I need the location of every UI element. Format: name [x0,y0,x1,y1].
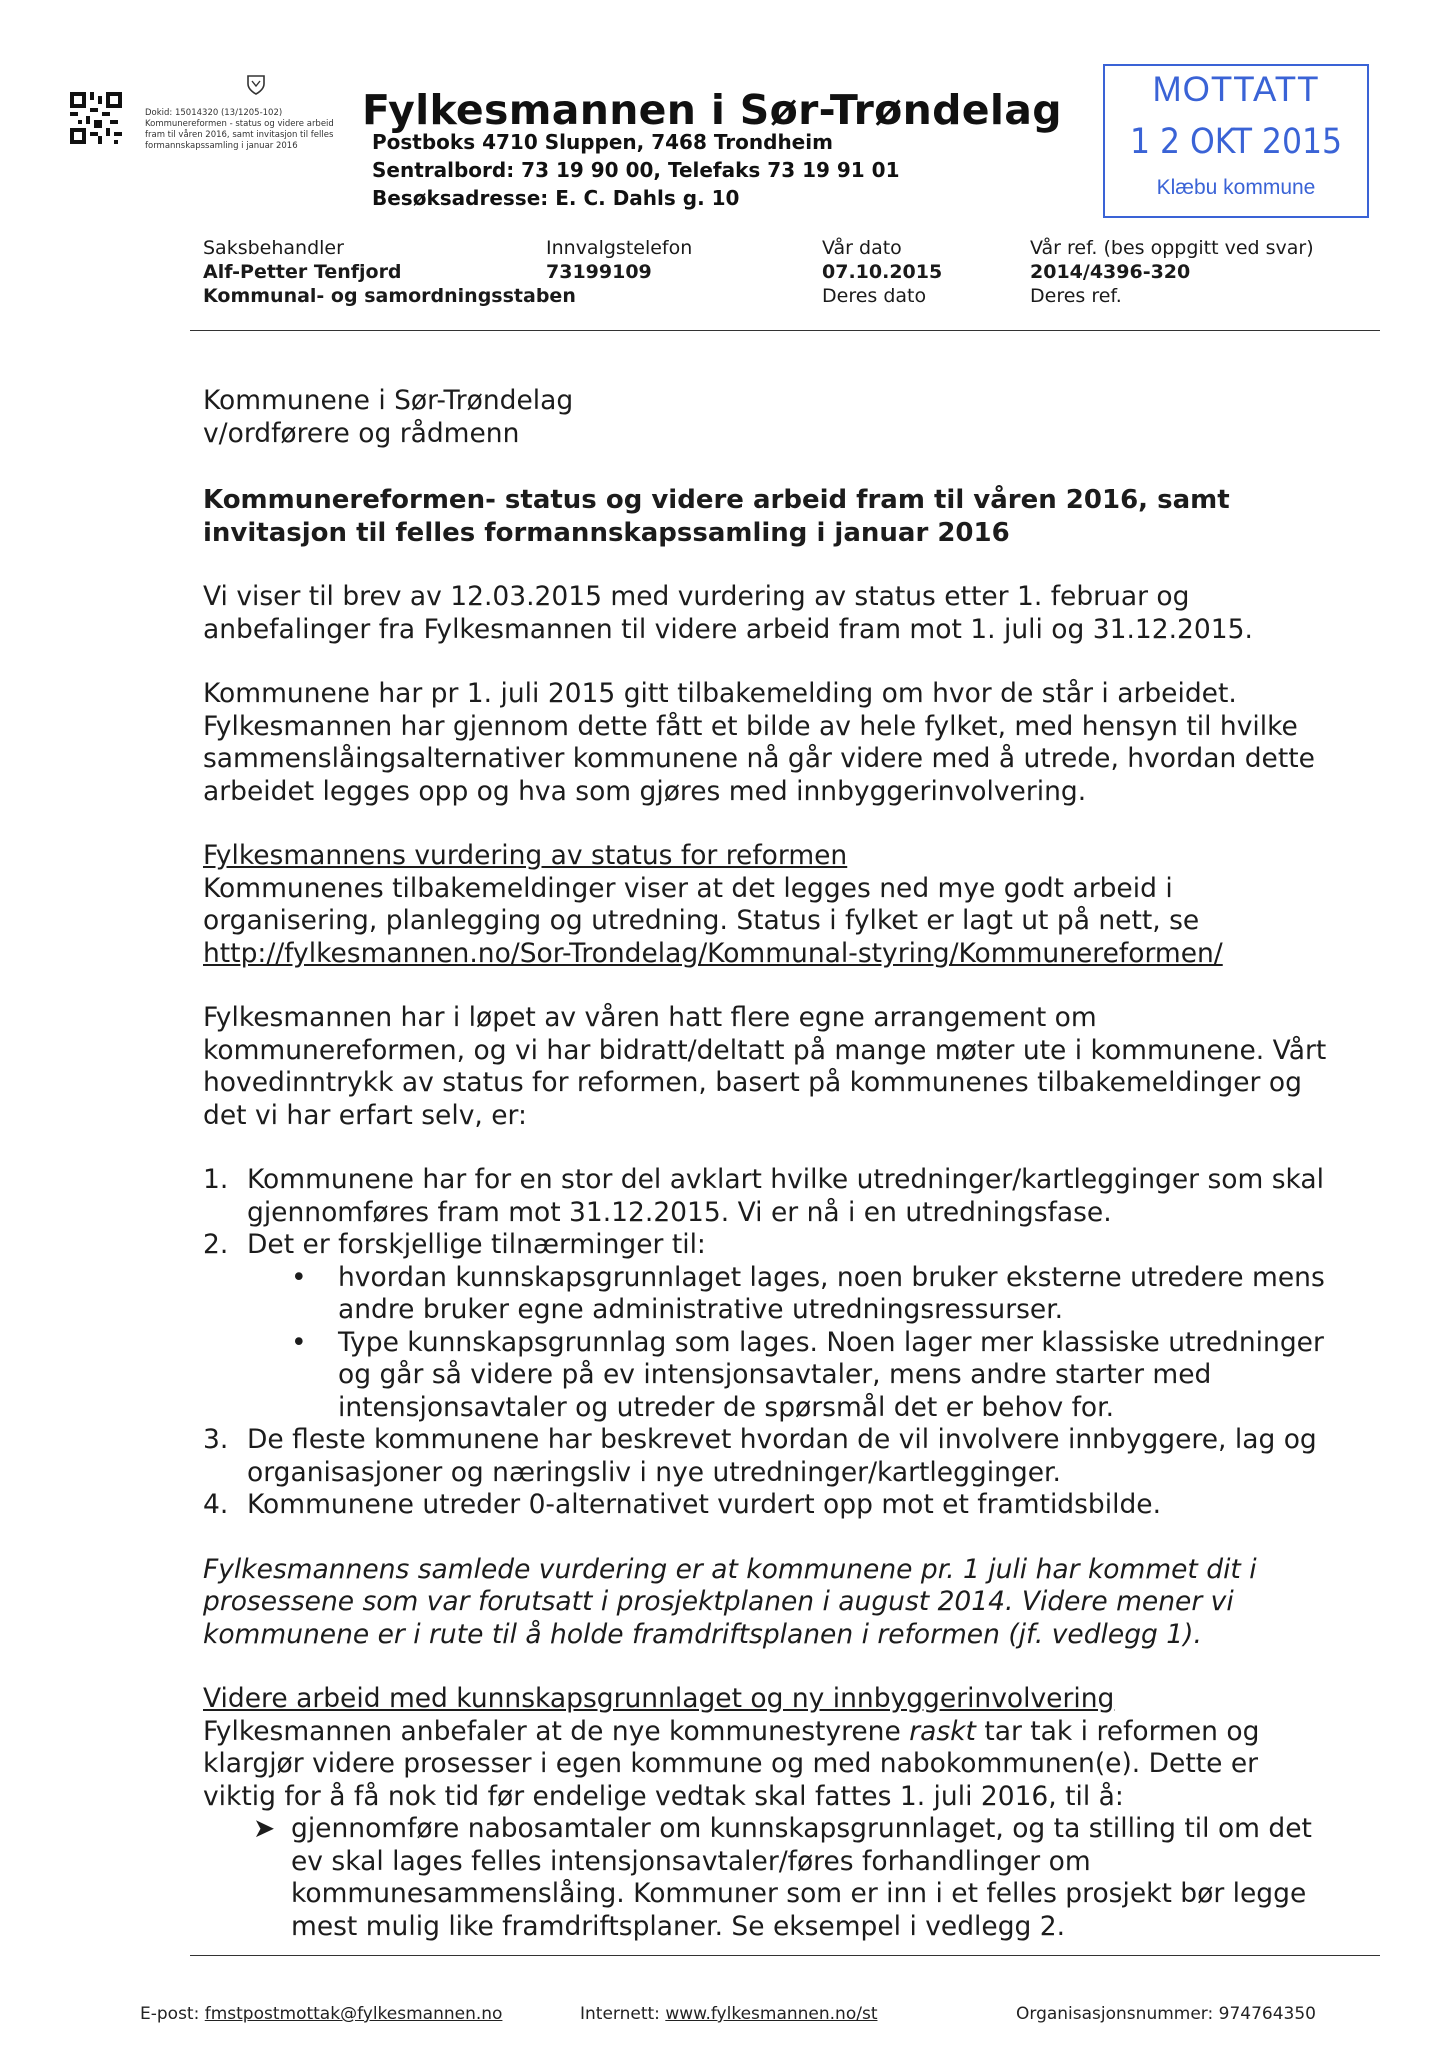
footer-orgnr-label: Organisasjonsnummer: [1016,2004,1219,2024]
handler-label: Saksbehandler [203,237,344,259]
paragraph-1: Vi viser til brev av 12.03.2015 med vurdering av status etter 1. februar og anbefalinger fra Fylkesmannen til videre arbeid fram mot 1. juli og 31.12.2015. [203,581,1253,645]
meta-handler [203,236,576,308]
footer-email [140,2004,502,2024]
footer-divider [190,1955,1380,1956]
footer-web [580,2004,877,2024]
paragraph-6-text-a: Fylkesmannen anbefaler at de nye kommunestyrene [203,1715,910,1747]
letter-title: Kommunereformen- status og videre arbeid fram til våren 2016, samt invitasjon til felles formannskapssamling i januar 2016 [203,485,1230,548]
list-number: 3. [203,1424,229,1455]
paragraph-5 [203,1554,1333,1652]
bullet-icon: • [291,1261,307,1293]
list-number: 2. [203,1229,229,1260]
letter-body [203,385,1333,1943]
arrow-bullet-icon: ➤ [253,1813,276,1844]
list-number: 1. [203,1164,229,1195]
list-item [203,1164,1333,1229]
sender-visit-address: Besøksadresse: E. C. Dahls g. 10 [372,186,740,210]
phone-value: 73199109 [546,261,652,283]
bullet-icon: • [291,1326,307,1358]
paragraph-3-text: Kommunenes tilbakemeldinger viser at det legges ned mye godt arbeid i organisering, planlegging og utredning. Status i fylket er lagt ut på nett, se [203,872,1200,936]
paragraph-3 [203,873,1333,971]
qr-code [70,92,122,144]
their-ref-label: Deres ref. [1030,285,1122,307]
list-text: De fleste kommunene har beskrevet hvordan de vil involvere innbyggere, lag og organisasjoner og næringsliv i nye utredninger/kartlegginger. [247,1424,1317,1488]
recipient-line-2: v/ordførere og rådmenn [203,417,520,449]
footer-email-link[interactable]: fmstpostmottak@fylkesmannen.no [204,2004,503,2024]
our-ref-label: Vår ref. (bes oppgitt ved svar) [1030,237,1314,259]
coat-of-arms-icon [246,74,266,96]
status-link[interactable]: http://fylkesmannen.no/Sor-Trondelag/Kommunal-styring/Kommunereformen/ [203,937,1223,969]
list-item [203,1424,1333,1489]
their-date-label: Deres dato [822,285,927,307]
our-date-value: 07.10.2015 [822,261,943,283]
paragraph-2: Kommunene har pr 1. juli 2015 gitt tilbakemelding om hvor de står i arbeidet. Fylkesmannen har gjennom dette fått et bilde av hele fylket, med hensyn til hvilke sammenslåingsalternativer kommunene nå går videre med å utrede, hvordan dette arbeidet legges opp og hva som gjøres med innbyggerinvolvering. [203,678,1315,807]
phone-label: Innvalgstelefon [546,237,693,259]
footer-email-label: E-post: [140,2004,205,2024]
our-date-label: Vår dato [822,237,902,259]
paragraph-4: Fylkesmannen har i løpet av våren hatt flere egne arrangement om kommunereformen, og vi har bidratt/deltatt på mange møter ute i kommunene. Vårt hovedinntrykk av status for reformen, basert på kommunenes tilbakemeldinger og det vi har erfart selv, er: [203,1002,1327,1131]
recipient-line-1: Kommunene i Sør-Trøndelag [203,385,574,416]
stamp-received: MOTTATT [1152,70,1320,109]
stamp-date: 1 2 OKT 2015 [1129,122,1343,162]
paragraph-6 [203,1716,1333,1814]
sender-switchboard: Sentralbord: 73 19 90 00, Telefaks 73 19 91 01 [372,158,900,182]
handler-name: Alf-Petter Tenfjord [203,261,402,283]
list-item [203,1489,1333,1522]
sub-list-text: hvordan kunnskapsgrunnlaget lages, noen bruker eksterne utredere mens andre bruker egne administrative utredningsressurser. [338,1261,1325,1325]
list-number: 4. [203,1489,229,1520]
list-text: Kommunene har for en stor del avklart hvilke utredninger/kartlegginger som skal gjennomføres fram mot 31.12.2015. Vi er nå i en utredningsfase. [247,1164,1324,1228]
arrow-list-item [253,1813,1333,1943]
footer-orgnr [1016,2004,1316,2024]
sub-list-item [291,1327,1333,1425]
footer-orgnr-value: 974764350 [1218,2004,1316,2024]
sub-list-text: Type kunnskapsgrunnlag som lages. Noen lager mer klassiske utredninger og går så videre på ev intensjonsavtaler, mens andre starter med intensjonsavtaler og utreder de spørsmål det er behov for. [338,1326,1324,1423]
arrow-list-text: gjennomføre nabosamtaler om kunnskapsgrunnlaget, og ta stilling til om det ev skal lages felles intensjonsavtaler/føres forhandlinger om kommunesammenslåing. Kommuner som er inn i et felles prosjekt bør legge mest mulig like framdriftsplaner. Se eksempel i vedlegg 2. [291,1813,1312,1942]
stamp-municipality: Klæbu kommune [1156,176,1316,199]
document-subject-small: Kommunereformen - status og videre arbeid fram til våren 2016, samt invitasjon til felles formannskapssamling i januar 2016 [145,119,334,151]
meta-refs [1030,236,1314,308]
list-text: Det er forskjellige tilnærminger til: [247,1229,706,1260]
handler-unit: Kommunal- og samordningsstaben [203,285,576,307]
document-id: Dokid: 15014320 (13/1205-102) [145,108,283,118]
meta-phone [546,236,692,284]
header-divider [190,330,1380,331]
document-metadata [145,108,355,152]
sub-list-item [291,1262,1333,1327]
sender-postbox: Postboks 4710 Sluppen, 7468 Trondheim [372,130,833,154]
footer-web-link[interactable]: www.fylkesmannen.no/st [665,2004,878,2024]
list-item [203,1229,1333,1262]
heading-status: Fylkesmannens vurdering av status for reformen [203,840,848,871]
received-stamp [1103,64,1369,218]
sender-name: Fylkesmannen i Sør-Trøndelag [362,86,1062,134]
meta-dates [822,236,942,308]
heading-further-work: Videre arbeid med kunnskapsgrunnlaget og ny innbyggerinvolvering [203,1683,1115,1714]
list-text: Kommunene utreder 0-alternativet vurdert opp mot et framtidsbilde. [247,1489,1162,1520]
our-ref-value: 2014/4396-320 [1030,261,1191,283]
paragraph-6-emphasis: raskt [909,1715,976,1747]
footer-web-label: Internett: [580,2004,666,2024]
paragraph-6-text-b: tar tak i reformen og klargjør videre prosesser i egen kommune og med nabokommunen(e). Dette er viktig for å få nok tid før endelige vedtak skal fattes 1. juli 2016, til å: [203,1715,1260,1812]
paragraph-5-text: Fylkesmannens samlede vurdering er at kommunene pr. 1 juli har kommet dit i prosessene som var forutsatt i prosjektplanen i august 2014. Videre mener vi kommunene er i rute til å holde framdriftsplanen i reformen (jf. vedlegg 1). [203,1553,1257,1650]
